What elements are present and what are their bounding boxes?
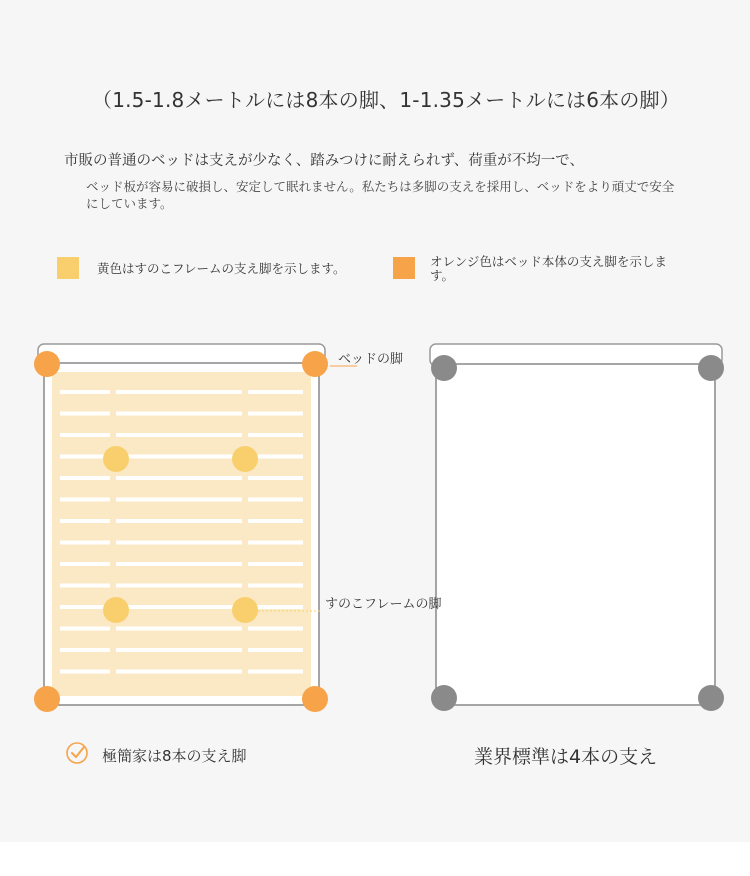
bed-leg-label: ベッドの脚: [338, 352, 404, 367]
bed-4-legs-diagram: [430, 344, 724, 711]
right-headboard: [430, 344, 722, 366]
description-line-1: 市販の普通のベッドは支えが少なく、踏みつけに耐えられず、荷重が不均一で、: [64, 153, 584, 169]
subtitle: （1.5-1.8メートルには8本の脚、1-1.35メートルには6本の脚）: [92, 88, 680, 112]
orange-legend-label: オレンジ色はベッド本体の支え脚を示します。: [430, 254, 667, 283]
left-caption: 極簡家は8本の支え脚: [102, 747, 247, 765]
slat-leg-3: [103, 597, 129, 623]
bed-leg-bottom-right: [302, 686, 328, 712]
yellow-legend-label: 黄色はすのこフレームの支え脚を示します。: [97, 261, 346, 276]
standard-leg-top-right: [698, 355, 724, 381]
slat-leg-2: [232, 446, 258, 472]
slat-leg-1: [103, 446, 129, 472]
slat-leg-label: すのこフレームの脚: [325, 597, 442, 612]
slat-frame: [52, 372, 311, 696]
standard-leg-bottom-right: [698, 685, 724, 711]
right-caption: 業界標準は4本の支え: [474, 746, 658, 768]
bed-leg-bottom-left: [34, 686, 60, 712]
bed-leg-top-right: [302, 351, 328, 377]
standard-leg-top-left: [431, 355, 457, 381]
description-line-2: ベッド板が容易に破損し、安定して眠れません。私たちは多脚の支えを採用し、ベッドをより頑丈で安全にしています。: [86, 179, 675, 211]
check-circle-icon: [67, 743, 87, 763]
right-bed-frame: [436, 364, 715, 705]
standard-leg-bottom-left: [431, 685, 457, 711]
bed-leg-top-left: [34, 351, 60, 377]
bed-8-legs-diagram: [34, 344, 357, 712]
slat-leg-4: [232, 597, 258, 623]
